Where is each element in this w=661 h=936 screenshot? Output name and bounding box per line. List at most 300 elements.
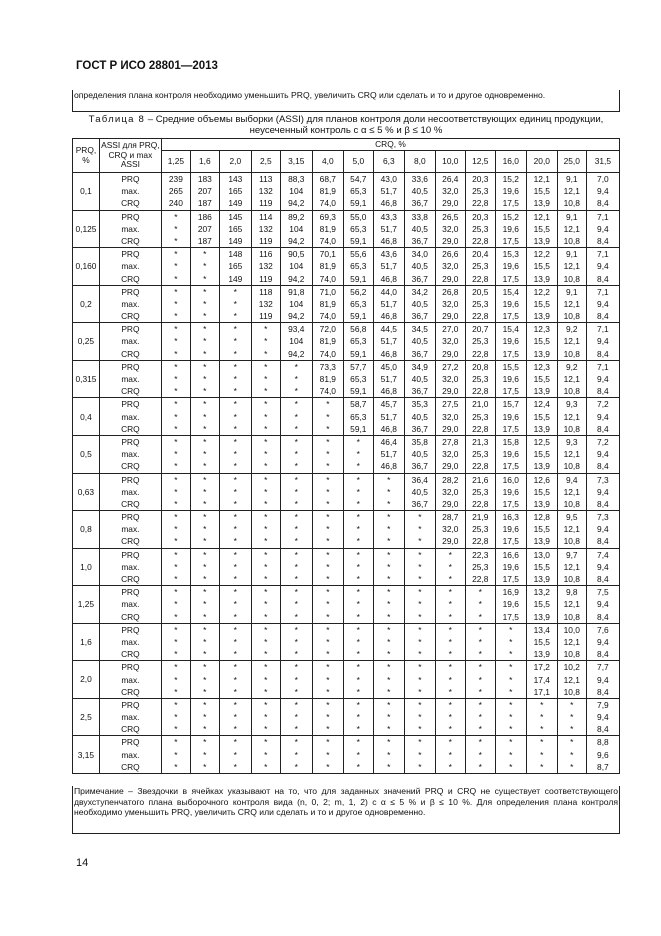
cell-value: * bbox=[448, 549, 452, 560]
cell-value: * bbox=[356, 761, 360, 772]
cell-value: * bbox=[356, 449, 360, 460]
crq-header-cell: 3,15 bbox=[280, 151, 312, 173]
cell-value: * bbox=[264, 474, 268, 485]
cell-value: * bbox=[233, 461, 237, 472]
table-cell bbox=[190, 210, 219, 248]
cell-value: 89,2 bbox=[288, 211, 305, 222]
table-cell bbox=[161, 435, 190, 473]
cell-value: * bbox=[509, 712, 513, 723]
cell-value: * bbox=[264, 374, 268, 384]
cell-value: * bbox=[203, 461, 207, 472]
cell-value: 81,9 bbox=[319, 223, 336, 234]
cell-value: 12,6 bbox=[533, 474, 550, 485]
header-prq: PRQ, % bbox=[73, 139, 100, 173]
cell-value: * bbox=[233, 724, 237, 735]
cell-value: * bbox=[418, 549, 422, 560]
cell-value: 40,5 bbox=[411, 336, 428, 347]
cell-value: 74,0 bbox=[319, 311, 336, 322]
cell-value: 15,5 bbox=[533, 524, 550, 535]
row-labels bbox=[99, 360, 161, 398]
cell-value: * bbox=[174, 561, 178, 572]
cell-value: 8,4 bbox=[597, 348, 609, 359]
row-label: max. bbox=[121, 336, 140, 347]
row-label: max. bbox=[121, 486, 140, 497]
cell-value: * bbox=[203, 411, 207, 422]
cell-value: 59,1 bbox=[350, 198, 367, 209]
cell-value: * bbox=[326, 449, 330, 460]
prq-value: 0,25 bbox=[73, 323, 100, 361]
table-row bbox=[73, 473, 620, 511]
cell-value: * bbox=[203, 498, 207, 509]
table-cell bbox=[343, 210, 373, 248]
cell-value: * bbox=[264, 411, 268, 422]
cell-value: 40,5 bbox=[411, 449, 428, 460]
cell-value: 40,5 bbox=[411, 261, 428, 272]
cell-value: 21,9 bbox=[472, 512, 489, 523]
cell-value: * bbox=[264, 536, 268, 547]
cell-value: 46,8 bbox=[380, 348, 397, 359]
row-label: PRQ bbox=[121, 699, 140, 710]
continued-note-box bbox=[72, 90, 620, 112]
row-label: CRQ bbox=[121, 348, 140, 359]
cell-value: 7,5 bbox=[597, 587, 609, 598]
table-cell bbox=[435, 473, 465, 511]
table-cell bbox=[495, 210, 526, 248]
cell-value: * bbox=[294, 749, 298, 760]
cell-value: 15,5 bbox=[533, 223, 550, 234]
cell-value: 88,3 bbox=[288, 174, 305, 184]
cell-value: * bbox=[448, 674, 452, 685]
cell-value: * bbox=[356, 498, 360, 509]
cell-value: * bbox=[203, 361, 207, 372]
cell-value: * bbox=[326, 674, 330, 685]
cell-value: 19,6 bbox=[502, 374, 519, 384]
cell-value: * bbox=[356, 549, 360, 560]
table-cell bbox=[526, 248, 557, 286]
table-row bbox=[73, 248, 620, 286]
prq-value: 0,160 bbox=[73, 248, 100, 286]
row-label: PRQ bbox=[121, 174, 140, 184]
cell-value: * bbox=[418, 686, 422, 697]
table-cell bbox=[219, 473, 251, 511]
cell-value: * bbox=[264, 587, 268, 598]
cell-value: 19,6 bbox=[502, 524, 519, 535]
cell-value: * bbox=[264, 624, 268, 635]
cell-value: * bbox=[294, 561, 298, 572]
table-cell bbox=[161, 736, 190, 774]
cell-value: * bbox=[326, 549, 330, 560]
header-assi: ASSI для PRQ, CRQ и max ASSI bbox=[99, 139, 161, 173]
row-label: max. bbox=[121, 524, 140, 535]
cell-value: * bbox=[174, 611, 178, 622]
cell-value: 7,2 bbox=[597, 436, 609, 447]
cell-value: 16,9 bbox=[502, 587, 519, 598]
cell-value: 17,5 bbox=[502, 235, 519, 246]
cell-value: 9,2 bbox=[565, 324, 578, 335]
cell-value: 17,2 bbox=[533, 662, 550, 673]
table-note: Примечание – Звездочки в ячейках указывают на то, что для заданных значений PRQ и CRQ не существует соответствующего двухступенчатого плана выборочного контроля вида (n, 0, 2; m, 1, 2) с α ≤ 5 % и β ≤ 10 %. Для определения плана контроля необходимо уменьшить PRQ, увеличить CRQ или сделать и то и другое одновременно. bbox=[72, 786, 620, 834]
table-cell bbox=[251, 435, 280, 473]
table-cell bbox=[495, 473, 526, 511]
cell-value: 10,8 bbox=[563, 686, 580, 697]
table-cell bbox=[219, 173, 251, 211]
cell-value: * bbox=[233, 649, 237, 660]
cell-value: 59,1 bbox=[350, 311, 367, 322]
row-label: max. bbox=[121, 411, 140, 422]
cell-value: 7,6 bbox=[597, 624, 609, 635]
cell-value: 22,8 bbox=[472, 423, 489, 434]
cell-value: * bbox=[203, 587, 207, 598]
cell-value: * bbox=[294, 686, 298, 697]
cell-value: * bbox=[509, 749, 513, 760]
table-cell bbox=[251, 360, 280, 398]
cell-value: 51,7 bbox=[380, 186, 397, 197]
table-cell bbox=[161, 210, 190, 248]
table-cell bbox=[586, 398, 619, 436]
cell-value: 19,6 bbox=[502, 336, 519, 347]
cell-value: 25,3 bbox=[472, 449, 489, 460]
cell-value: 81,9 bbox=[319, 298, 336, 309]
cell-value: 9,4 bbox=[597, 298, 609, 309]
cell-value: * bbox=[264, 574, 268, 584]
cell-value: 74,0 bbox=[319, 235, 336, 246]
cell-value: * bbox=[233, 361, 237, 372]
cell-value: 12,1 bbox=[563, 223, 580, 234]
cell-value: 46,8 bbox=[380, 311, 397, 322]
prq-value: 0,8 bbox=[73, 511, 100, 549]
cell-value: 13,9 bbox=[533, 235, 550, 246]
cell-value: * bbox=[356, 524, 360, 535]
row-labels bbox=[99, 435, 161, 473]
cell-value: 74,0 bbox=[319, 273, 336, 284]
cell-value: 91,8 bbox=[288, 286, 305, 297]
cell-value: 15,5 bbox=[533, 449, 550, 460]
cell-value: 26,5 bbox=[442, 211, 459, 222]
cell-value: 46,8 bbox=[380, 423, 397, 434]
cell-value: 114 bbox=[259, 211, 273, 222]
cell-value: * bbox=[540, 724, 544, 735]
table-cell bbox=[526, 623, 557, 661]
row-label: CRQ bbox=[121, 686, 140, 697]
cell-value: * bbox=[264, 674, 268, 685]
crq-header-cell: 6,3 bbox=[373, 151, 404, 173]
cell-value: * bbox=[326, 399, 330, 410]
row-label: max. bbox=[121, 599, 140, 610]
cell-value: * bbox=[203, 311, 207, 322]
cell-value: 51,7 bbox=[380, 336, 397, 347]
table-cell bbox=[404, 548, 435, 586]
cell-value: * bbox=[174, 724, 178, 735]
cell-value: 22,8 bbox=[472, 536, 489, 547]
cell-value: * bbox=[233, 737, 237, 748]
table-cell bbox=[219, 248, 251, 286]
cell-value: * bbox=[570, 737, 574, 748]
cell-value: * bbox=[174, 361, 178, 372]
cell-value: 32,0 bbox=[442, 524, 459, 535]
row-label: CRQ bbox=[121, 574, 140, 584]
cell-value: 44,5 bbox=[380, 324, 397, 335]
cell-value: * bbox=[174, 761, 178, 772]
cell-value: 21,0 bbox=[472, 399, 489, 410]
table-cell bbox=[251, 548, 280, 586]
cell-value: 9,4 bbox=[597, 712, 609, 723]
cell-value: * bbox=[356, 587, 360, 598]
table-cell bbox=[557, 173, 586, 211]
cell-value: 7,7 bbox=[597, 662, 609, 673]
table-cell bbox=[280, 323, 312, 361]
row-label: PRQ bbox=[121, 474, 140, 485]
cell-value: * bbox=[509, 636, 513, 647]
cell-value: 46,8 bbox=[380, 386, 397, 397]
cell-value: 17,5 bbox=[502, 198, 519, 209]
cell-value: * bbox=[174, 249, 178, 260]
crq-header-cell: 2,0 bbox=[219, 151, 251, 173]
table-cell bbox=[373, 210, 404, 248]
cell-value: * bbox=[326, 611, 330, 622]
table-cell bbox=[312, 623, 343, 661]
cell-value: 29,0 bbox=[442, 423, 459, 434]
table-cell bbox=[161, 323, 190, 361]
cell-value: * bbox=[570, 699, 574, 710]
table-cell bbox=[435, 248, 465, 286]
cell-value: * bbox=[174, 749, 178, 760]
cell-value: 29,0 bbox=[442, 348, 459, 359]
cell-value: 17,5 bbox=[502, 311, 519, 322]
cell-value: * bbox=[233, 336, 237, 347]
table-cell bbox=[251, 248, 280, 286]
cell-value: 165 bbox=[228, 223, 243, 234]
cell-value: * bbox=[174, 674, 178, 685]
table-cell bbox=[343, 323, 373, 361]
row-labels bbox=[99, 698, 161, 736]
cell-value: * bbox=[387, 686, 391, 697]
cell-value: 12,1 bbox=[563, 636, 580, 647]
cell-value: * bbox=[418, 724, 422, 735]
cell-value: * bbox=[387, 498, 391, 509]
cell-value: 25,3 bbox=[472, 486, 489, 497]
table-cell bbox=[219, 398, 251, 436]
cell-value: * bbox=[264, 712, 268, 723]
row-label: max. bbox=[121, 223, 140, 234]
cell-value: 9,4 bbox=[597, 336, 609, 347]
cell-value: 22,8 bbox=[472, 348, 489, 359]
table-cell bbox=[343, 586, 373, 624]
table-cell bbox=[526, 473, 557, 511]
cell-value: * bbox=[174, 624, 178, 635]
cell-value: * bbox=[448, 649, 452, 660]
table-cell bbox=[435, 285, 465, 323]
cell-value: 8,8 bbox=[597, 737, 609, 748]
table-cell bbox=[465, 285, 495, 323]
cell-value: * bbox=[570, 749, 574, 760]
cell-value: * bbox=[356, 486, 360, 497]
cell-value: * bbox=[233, 449, 237, 460]
cell-value: 94,2 bbox=[288, 273, 305, 284]
cell-value: 40,5 bbox=[411, 186, 428, 197]
cell-value: 33,8 bbox=[411, 211, 428, 222]
cell-value: 15,5 bbox=[502, 361, 519, 372]
cell-value: 20,4 bbox=[472, 249, 489, 260]
cell-value: 26,8 bbox=[442, 286, 459, 297]
cell-value: 25,3 bbox=[472, 374, 489, 384]
table-cell bbox=[465, 210, 495, 248]
cell-value: * bbox=[387, 574, 391, 584]
header-crq: CRQ, % bbox=[161, 139, 619, 151]
table-cell bbox=[526, 398, 557, 436]
cell-value: * bbox=[233, 574, 237, 584]
table-cell bbox=[251, 398, 280, 436]
cell-value: 19,6 bbox=[502, 486, 519, 497]
table-cell bbox=[280, 435, 312, 473]
cell-value: * bbox=[326, 512, 330, 523]
row-label: CRQ bbox=[121, 724, 140, 735]
cell-value: * bbox=[264, 737, 268, 748]
cell-value: 32,0 bbox=[442, 411, 459, 422]
cell-value: * bbox=[294, 536, 298, 547]
cell-value: * bbox=[387, 611, 391, 622]
cell-value: 12,1 bbox=[563, 561, 580, 572]
table-cell bbox=[280, 586, 312, 624]
cell-value: * bbox=[448, 662, 452, 673]
cell-value: 8,4 bbox=[597, 536, 609, 547]
table-cell bbox=[404, 173, 435, 211]
row-label: PRQ bbox=[121, 436, 140, 447]
cell-value: * bbox=[478, 761, 482, 772]
cell-value: * bbox=[233, 536, 237, 547]
table-cell bbox=[161, 473, 190, 511]
cell-value: * bbox=[478, 712, 482, 723]
cell-value: 7,4 bbox=[597, 549, 609, 560]
cell-value: 17,5 bbox=[502, 611, 519, 622]
table-row bbox=[73, 623, 620, 661]
cell-value: 118 bbox=[259, 286, 273, 297]
cell-value: * bbox=[264, 486, 268, 497]
table-cell bbox=[219, 435, 251, 473]
row-label: PRQ bbox=[121, 286, 140, 297]
cell-value: * bbox=[356, 461, 360, 472]
cell-value: 36,7 bbox=[411, 461, 428, 472]
row-labels bbox=[99, 398, 161, 436]
cell-value: 22,8 bbox=[472, 235, 489, 246]
row-label: max. bbox=[121, 374, 140, 384]
row-label: PRQ bbox=[121, 662, 140, 673]
cell-value: * bbox=[387, 761, 391, 772]
cell-value: * bbox=[203, 512, 207, 523]
table-cell bbox=[586, 360, 619, 398]
cell-value: * bbox=[326, 724, 330, 735]
cell-value: 10,8 bbox=[563, 423, 580, 434]
table-cell bbox=[373, 323, 404, 361]
cell-value: 65,3 bbox=[350, 186, 367, 197]
cell-value: * bbox=[174, 636, 178, 647]
cell-value: * bbox=[418, 662, 422, 673]
table-cell bbox=[373, 173, 404, 211]
cell-value: * bbox=[570, 761, 574, 772]
cell-value: * bbox=[294, 611, 298, 622]
cell-value: * bbox=[264, 449, 268, 460]
table-cell bbox=[404, 586, 435, 624]
table-cell bbox=[280, 173, 312, 211]
row-label: max. bbox=[121, 712, 140, 723]
cell-value: * bbox=[418, 524, 422, 535]
cell-value: 16,0 bbox=[502, 474, 519, 485]
cell-value: 9,3 bbox=[565, 399, 578, 410]
cell-value: 65,3 bbox=[350, 298, 367, 309]
cell-value: * bbox=[294, 486, 298, 497]
cell-value: 74,0 bbox=[319, 386, 336, 397]
cell-value: 8,4 bbox=[597, 461, 609, 472]
cell-value: * bbox=[448, 587, 452, 598]
cell-value: * bbox=[509, 737, 513, 748]
cell-value: * bbox=[174, 662, 178, 673]
cell-value: 12,1 bbox=[563, 261, 580, 272]
cell-value: 9,5 bbox=[565, 512, 578, 523]
table-cell bbox=[465, 248, 495, 286]
table-cell bbox=[161, 398, 190, 436]
cell-value: 7,1 bbox=[597, 211, 609, 222]
row-label: PRQ bbox=[121, 587, 140, 598]
cell-value: 22,8 bbox=[472, 386, 489, 397]
table-cell bbox=[435, 698, 465, 736]
cell-value: 36,4 bbox=[411, 474, 428, 485]
row-label: max. bbox=[121, 449, 140, 460]
cell-value: * bbox=[174, 324, 178, 335]
cell-value: 94,2 bbox=[288, 311, 305, 322]
cell-value: 13,9 bbox=[533, 273, 550, 284]
table-cell bbox=[190, 586, 219, 624]
cell-value: 165 bbox=[228, 261, 243, 272]
cell-value: * bbox=[326, 411, 330, 422]
cell-value: * bbox=[356, 649, 360, 660]
cell-value: * bbox=[418, 512, 422, 523]
cell-value: * bbox=[294, 574, 298, 584]
cell-value: 29,0 bbox=[442, 273, 459, 284]
row-label: PRQ bbox=[121, 512, 140, 523]
row-label: max. bbox=[121, 261, 140, 272]
cell-value: * bbox=[570, 712, 574, 723]
cell-value: 12,1 bbox=[533, 174, 550, 184]
table-row bbox=[73, 511, 620, 549]
cell-value: 71,0 bbox=[319, 286, 336, 297]
cell-value: * bbox=[203, 574, 207, 584]
table-cell bbox=[557, 548, 586, 586]
cell-value: 54,7 bbox=[350, 174, 367, 184]
table-cell bbox=[404, 323, 435, 361]
cell-value: 9,4 bbox=[565, 474, 578, 485]
cell-value: * bbox=[326, 474, 330, 485]
cell-value: * bbox=[326, 599, 330, 610]
cell-value: 73,3 bbox=[319, 361, 336, 372]
cell-value: 13,0 bbox=[533, 549, 550, 560]
row-labels bbox=[99, 173, 161, 211]
cell-value: * bbox=[509, 674, 513, 685]
crq-header-cell: 2,5 bbox=[251, 151, 280, 173]
cell-value: * bbox=[264, 636, 268, 647]
table-cell bbox=[373, 586, 404, 624]
table-cell bbox=[465, 623, 495, 661]
cell-value: * bbox=[294, 662, 298, 673]
table-cell bbox=[526, 736, 557, 774]
cell-value: 19,6 bbox=[502, 561, 519, 572]
table-cell bbox=[526, 323, 557, 361]
cell-value: * bbox=[540, 761, 544, 772]
cell-value: 104 bbox=[289, 261, 304, 272]
cell-value: * bbox=[418, 712, 422, 723]
cell-value: * bbox=[174, 436, 178, 447]
table-cell bbox=[219, 360, 251, 398]
cell-value: 187 bbox=[197, 198, 212, 209]
cell-value: * bbox=[174, 235, 178, 246]
